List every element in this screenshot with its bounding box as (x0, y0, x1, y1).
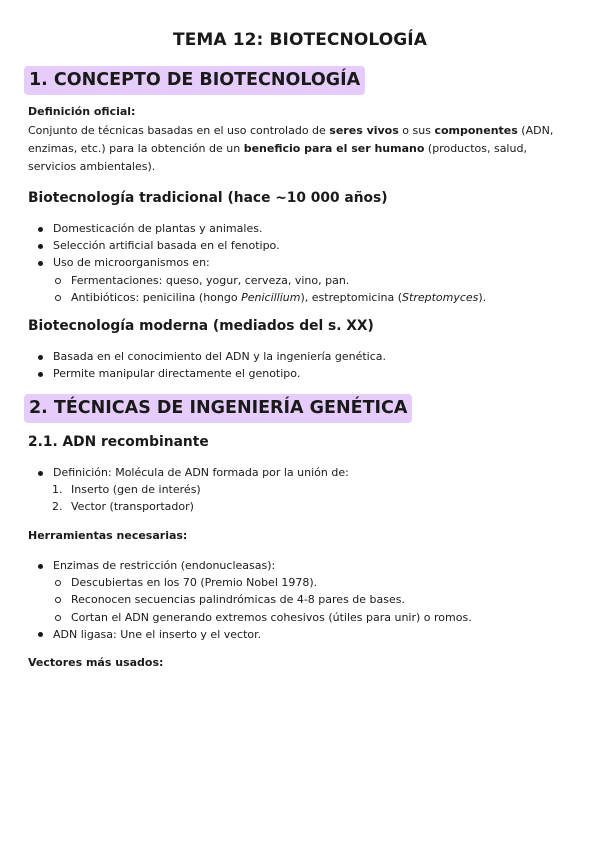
list-subitem: Reconocen secuencias palindrómicas de 4-8 pares de bases. (54, 591, 576, 608)
list-subitem: Cortan el ADN generando extremos cohesivos (útiles para unir) o romos. (54, 609, 576, 626)
adn-recombinante-list (36, 464, 576, 516)
herramientas-label: Herramientas necesarias: (28, 529, 188, 542)
list-item: Definición: Molécula de ADN formada por la unión de: (36, 464, 576, 481)
adn-recombinante-heading: 2.1. ADN recombinante (28, 434, 209, 450)
vectores-label: Vectores más usados: (28, 656, 164, 669)
list-subitem: Descubiertas en los 70 (Premio Nobel 1978). (54, 574, 576, 591)
list-item: Uso de microorganismos en: (36, 254, 576, 271)
numbered-item: 2. Vector (transportador) (52, 500, 194, 514)
section-1-heading: 1. CONCEPTO DE BIOTECNOLOGÍA (24, 66, 365, 95)
list-item: Permite manipular directamente el genotipo. (36, 365, 576, 382)
document-title: TEMA 12: BIOTECNOLOGÍA (173, 30, 427, 50)
tradicional-heading: Biotecnología tradicional (hace ~10 000 años) (28, 190, 388, 206)
definicion-paragraph: Conjunto de técnicas basadas en el uso controlado de seres vivos o sus componentes (ADN, enzimas, etc.) para la obtención de un beneficio para el ser humano (productos, salud, servicios ambientales). (28, 124, 554, 173)
list-item: Enzimas de restricción (endonucleasas): (36, 557, 576, 574)
moderna-list (36, 348, 576, 382)
list-item: Basada en el conocimiento del ADN y la ingeniería genética. (36, 348, 576, 365)
numbered-item: 1. Inserto (gen de interés) (52, 483, 201, 497)
list-item: Selección artificial basada en el fenotipo. (36, 237, 576, 254)
definicion-label: Definición oficial: (28, 105, 136, 118)
list-item: Domesticación de plantas y animales. (36, 220, 576, 237)
herramientas-list (36, 557, 576, 643)
list-item: ADN ligasa: Une el inserto y el vector. (36, 626, 576, 643)
list-subitem: Antibióticos: penicilina (hongo Penicillium), estreptomicina (Streptomyces). (54, 289, 576, 306)
list-subitem: Fermentaciones: queso, yogur, cerveza, vino, pan. (54, 272, 576, 289)
section-2-heading: 2. TÉCNICAS DE INGENIERÍA GENÉTICA (24, 394, 412, 423)
moderna-heading: Biotecnología moderna (mediados del s. XX) (28, 318, 374, 334)
tradicional-list (36, 220, 576, 306)
